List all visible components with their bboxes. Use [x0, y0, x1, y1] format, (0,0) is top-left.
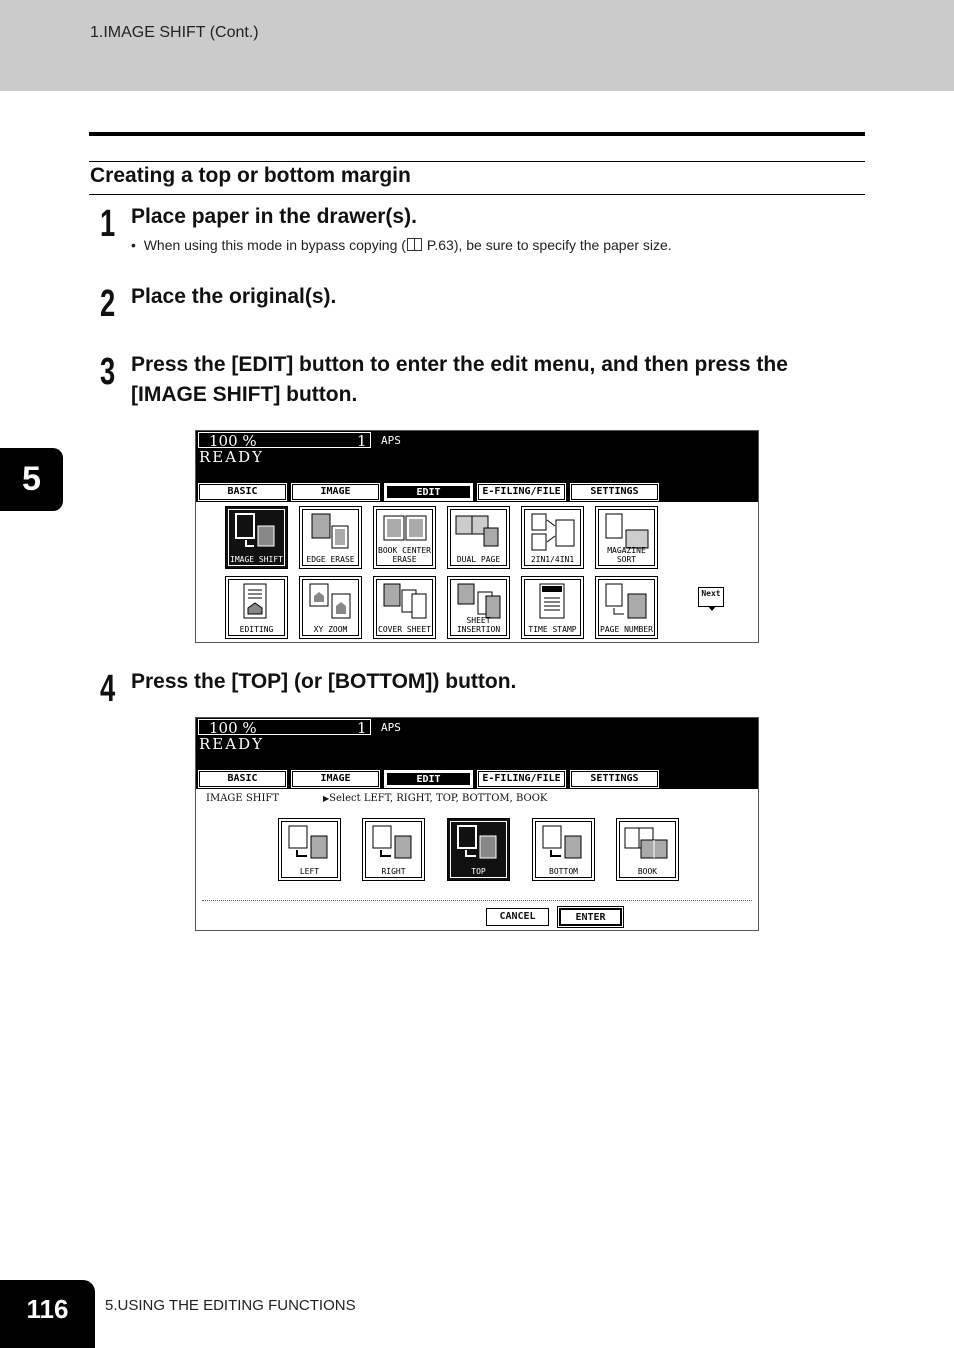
sheet-insertion-label: SHEET INSERTION [456, 616, 501, 634]
step-4-number: 4 [100, 668, 116, 710]
step-2-text: Place the original(s). [131, 285, 337, 308]
step-1-number: 1 [100, 203, 116, 245]
section-title: Creating a top or bottom margin [90, 164, 411, 187]
dual-page-label: DUAL PAGE [456, 555, 501, 564]
cover-sheet-button[interactable] [373, 576, 436, 639]
shift-left-icon [285, 824, 335, 864]
divider-line [202, 900, 752, 901]
editing-icon [232, 582, 282, 622]
bottom-label: BOTTOM [549, 867, 578, 876]
zoom-count-box [198, 432, 371, 448]
page-number-label: PAGE NUMBER [600, 625, 653, 634]
step-1-text: Place paper in the drawer(s). [131, 205, 417, 228]
status-area-2 [196, 718, 758, 789]
image-shift-button[interactable] [225, 506, 288, 569]
next-page-icon[interactable]: Next [698, 587, 724, 607]
status-area [196, 431, 758, 502]
xy-zoom-icon [306, 582, 356, 622]
time-stamp-button[interactable] [521, 576, 584, 639]
cover-sheet-label: COVER SHEET [378, 625, 431, 634]
page-header [0, 0, 954, 91]
paper-mode-2: APS [381, 721, 401, 734]
copy-count: 1 [357, 432, 367, 450]
right-button[interactable] [362, 818, 425, 881]
shift-right-icon [369, 824, 419, 864]
magazine-sort-button[interactable] [595, 506, 658, 569]
cancel-button[interactable]: CANCEL [486, 908, 549, 926]
2in1-4in1-icon [528, 512, 578, 552]
image-shift-screen [195, 717, 759, 931]
dual-page-icon [454, 512, 504, 552]
tab-image[interactable]: IMAGE [292, 771, 379, 787]
page-number-icon [602, 582, 652, 622]
book-center-erase-label: BOOK CENTER ERASE [378, 546, 431, 564]
page-number: 116 [0, 1280, 95, 1348]
book-reference-icon [407, 238, 422, 251]
tab-edit[interactable]: EDIT [385, 484, 472, 500]
zoom-count-box-2 [198, 719, 371, 735]
enter-button[interactable]: ENTER [559, 908, 622, 926]
2in1-4in1-button[interactable] [521, 506, 584, 569]
top-label: TOP [471, 867, 486, 876]
time-stamp-label: TIME STAMP [528, 625, 577, 634]
shift-bottom-icon [539, 824, 589, 864]
left-label: LEFT [299, 867, 320, 876]
mode-label: IMAGE SHIFT [206, 793, 280, 804]
note-text-after: P.63), be sure to specify the paper size. [422, 237, 672, 253]
sheet-insertion-button[interactable] [447, 576, 510, 639]
tab-settings[interactable]: SETTINGS [571, 484, 658, 500]
xy-zoom-button[interactable] [299, 576, 362, 639]
shift-book-icon [623, 824, 673, 864]
bottom-button[interactable] [532, 818, 595, 881]
tab-basic[interactable]: BASIC [199, 484, 286, 500]
paper-mode: APS [381, 434, 401, 447]
edge-erase-label: EDGE ERASE [306, 555, 355, 564]
guide-message: ▶ Select LEFT, RIGHT, TOP, BOTTOM, BOOK [323, 793, 547, 804]
section-rule-thick [89, 132, 865, 136]
right-label: RIGHT [381, 867, 406, 876]
book-button[interactable] [616, 818, 679, 881]
tab-edit[interactable]: EDIT [385, 771, 472, 787]
step-4-text: Press the [TOP] (or [BOTTOM]) button. [131, 670, 517, 693]
tab-efiling[interactable]: E-FILING/FILE [478, 771, 565, 787]
footer-chapter-title: 5.USING THE EDITING FUNCTIONS [105, 1297, 356, 1314]
edge-erase-button[interactable] [299, 506, 362, 569]
section-rule-top [89, 161, 865, 162]
status-ready-2: READY [199, 735, 265, 753]
book-label: BOOK [637, 867, 658, 876]
book-center-erase-button[interactable] [373, 506, 436, 569]
step-3-number: 3 [100, 351, 116, 393]
tab-efiling[interactable]: E-FILING/FILE [478, 484, 565, 500]
magazine-sort-label: MAGAZINE SORT [607, 546, 646, 564]
image-shift-icon [232, 512, 282, 552]
zoom-value: 100 % [209, 432, 257, 450]
copy-count-2: 1 [357, 719, 367, 737]
dual-page-button[interactable] [447, 506, 510, 569]
image-shift-label: IMAGE SHIFT [230, 555, 283, 564]
status-ready: READY [199, 448, 265, 466]
step-1-note: • When using this mode in bypass copying ( P.63), be sure to specify the paper size. [131, 237, 672, 253]
xy-zoom-label: XY ZOOM [313, 625, 348, 634]
edge-erase-icon [306, 512, 356, 552]
cover-sheet-icon [380, 582, 430, 622]
time-stamp-icon [528, 582, 578, 622]
tab-image[interactable]: IMAGE [292, 484, 379, 500]
edit-menu-screen [195, 430, 759, 643]
left-button[interactable] [278, 818, 341, 881]
tab-settings[interactable]: SETTINGS [571, 771, 658, 787]
editing-button[interactable] [225, 576, 288, 639]
section-rule-bottom [89, 194, 865, 195]
shift-top-icon [454, 824, 504, 864]
chapter-tab: 5 [0, 448, 63, 511]
note-text-before: When using this mode in bypass copying ( [143, 237, 406, 253]
2in1-4in1-label: 2IN1/4IN1 [530, 555, 575, 564]
running-title: 1.IMAGE SHIFT (Cont.) [90, 24, 259, 41]
editing-label: EDITING [239, 625, 274, 634]
tab-basic[interactable]: BASIC [199, 771, 286, 787]
zoom-value-2: 100 % [209, 719, 257, 737]
top-button[interactable] [447, 818, 510, 881]
page-number-button[interactable] [595, 576, 658, 639]
step-2-number: 2 [100, 283, 116, 325]
step-3-text: Press the [EDIT] button to enter the edit menu, and then press the [IMAGE SHIFT] button. [131, 353, 788, 406]
